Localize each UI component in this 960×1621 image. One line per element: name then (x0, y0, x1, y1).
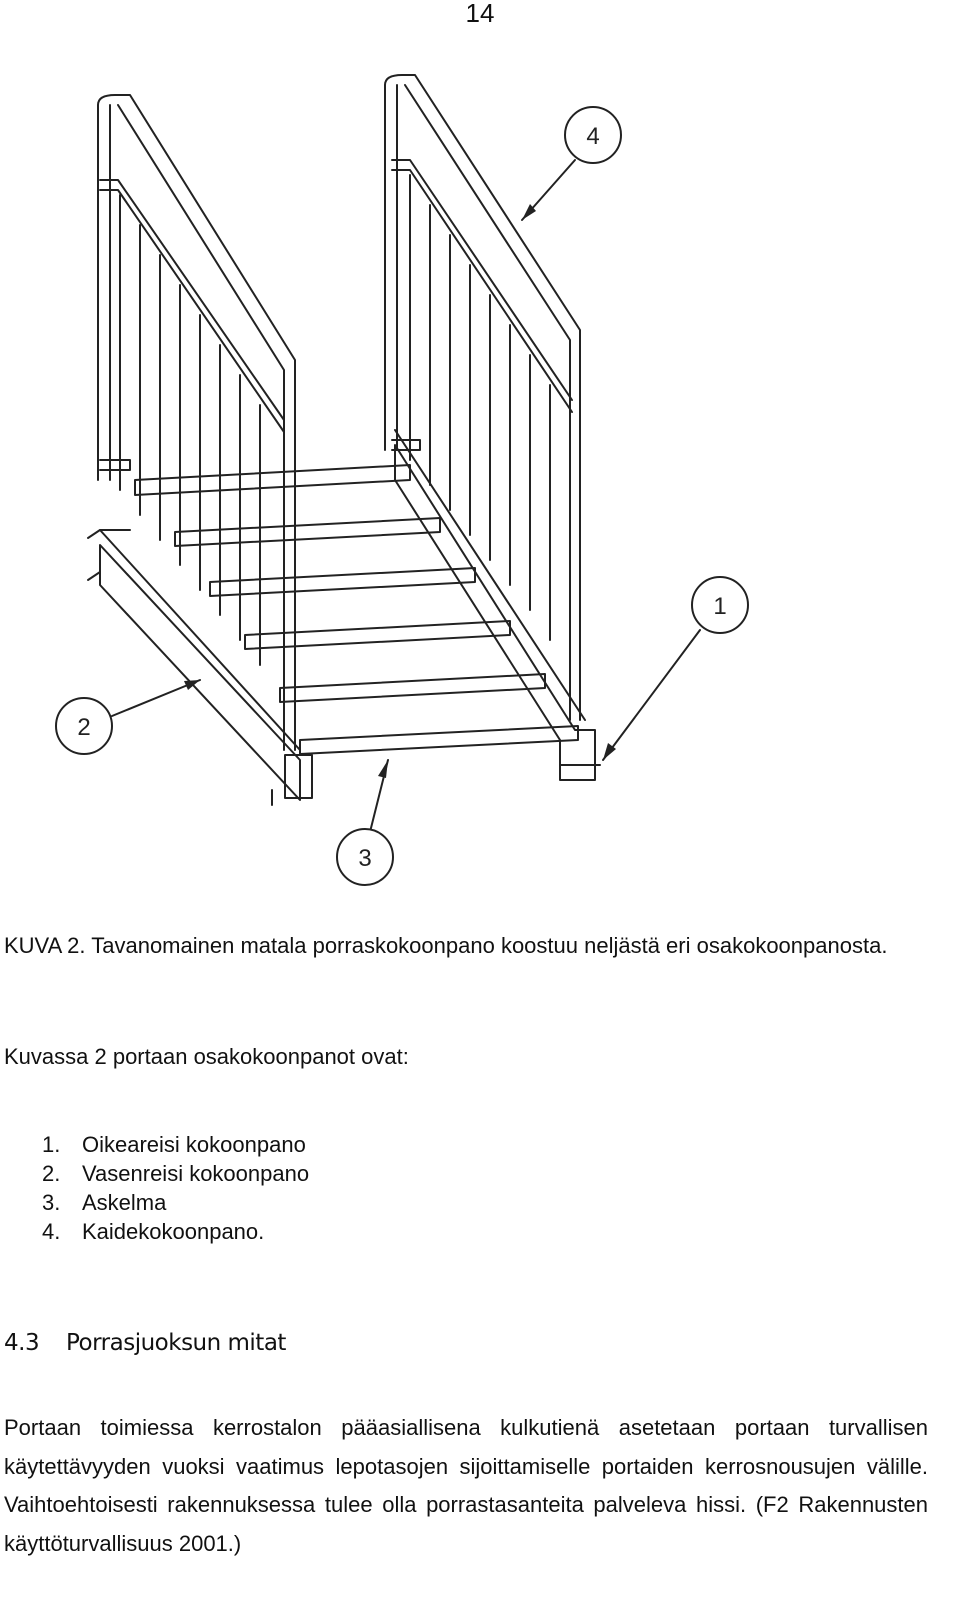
body-paragraph: Portaan toimiessa kerrostalon pääasiallisena kulkutienä asetetaan portaan turvallisen käytettävyyden vuoksi vaatimus lepotasojen sijoittamiselle portaiden kerrosnousujen välille. Vaihtoehtoisesti rakennuksessa tulee olla porrastasanteita palveleva hissi. (F2 Rakennusten käyttöturvallisuus 2001.) (4, 1415, 928, 1556)
list-item: 1. Oikeareisi kokoonpano (42, 1132, 306, 1157)
callout-2 (56, 698, 112, 754)
page-number: 14 (465, 0, 495, 28)
parts-list (42, 1130, 309, 1246)
section-heading (4, 1328, 286, 1358)
section-number: 4.3 (4, 1330, 40, 1356)
svg-text:1: 1 (713, 593, 727, 620)
svg-text:2: 2 (77, 714, 91, 741)
parts-intro: Kuvassa 2 portaan osakokoonpanot ovat: (4, 1044, 409, 1069)
callout-3 (337, 829, 393, 885)
list-item: 3. Askelma (42, 1190, 167, 1215)
list-item: 4. Kaidekokoonpano. (42, 1219, 265, 1244)
list-item: 2. Vasenreisi kokoonpano (42, 1161, 310, 1186)
callout-1 (692, 577, 748, 633)
svg-text:3: 3 (358, 845, 372, 872)
svg-text:4: 4 (586, 123, 600, 150)
section-title: Porrasjuoksun mitat (66, 1330, 286, 1356)
left-railing-drawing (98, 95, 295, 750)
stair-assembly-figure (0, 60, 960, 920)
callout-4 (565, 107, 621, 163)
figure-caption: KUVA 2. Tavanomainen matala porraskokoonpano koostuu neljästä eri osakokoonpanosta. (4, 933, 888, 958)
